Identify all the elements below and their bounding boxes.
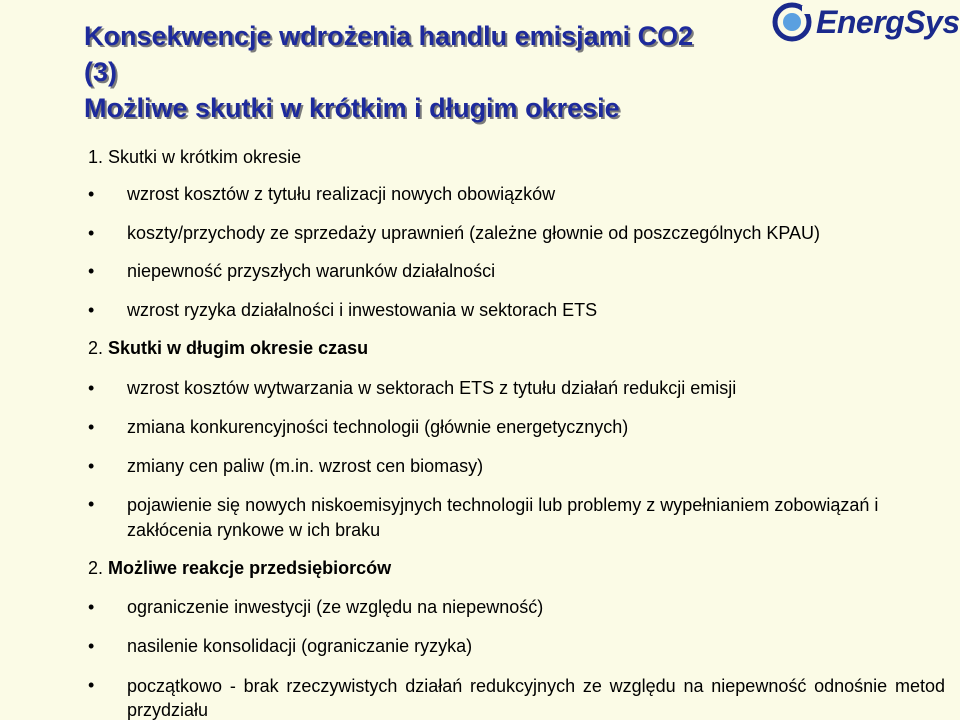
logo-text: EnergSys xyxy=(816,4,960,40)
bullet-icon: • xyxy=(88,636,95,656)
section-1-heading xyxy=(88,146,301,168)
section-heading-text: Możliwe reakcje przedsiębiorców xyxy=(108,558,392,578)
bullet-icon: • xyxy=(88,494,95,514)
energsys-logo xyxy=(772,2,960,42)
list-item: początkowo - brak rzeczywistych działań redukcyjnych ze względu na niepewność odnośnie metod przydziału xyxy=(127,676,945,720)
title-line-1: Konsekwencje wdrożenia handlu emisjami CO2 xyxy=(84,21,694,51)
bullet-icon: • xyxy=(88,456,95,476)
list-item: nasilenie konsolidacji (ograniczanie ryzyka) xyxy=(127,636,473,656)
section-number: 2. xyxy=(88,338,104,358)
list-item: ograniczenie inwestycji (ze względu na niepewność) xyxy=(127,597,544,617)
section-heading-text: Skutki w krótkim okresie xyxy=(108,147,302,167)
list-item: niepewność przyszłych warunków działalności xyxy=(127,261,496,281)
section-2-heading xyxy=(88,337,368,359)
title-line-2: (3) xyxy=(84,57,117,87)
list-item: wzrost kosztów wytwarzania w sektorach ETS z tytułu działań redukcji emisji xyxy=(127,378,737,398)
bullet-icon: • xyxy=(88,300,95,320)
bullet-icon: • xyxy=(88,261,95,281)
list-item: wzrost kosztów z tytułu realizacji nowych obowiązków xyxy=(127,184,556,204)
list-item: pojawienie się nowych niskoemisyjnych technologii lub problemy z wypełnianiem zobowiązań i zakłócenia rynkowe w ich braku xyxy=(127,495,879,540)
bullet-icon: • xyxy=(88,378,95,398)
bullet-icon: • xyxy=(88,184,95,204)
section-3-heading xyxy=(88,557,391,579)
list-item: wzrost ryzyka działalności i inwestowania w sektorach ETS xyxy=(127,300,598,320)
bullet-icon: • xyxy=(88,597,95,617)
section-number: 1. xyxy=(88,147,104,167)
bullet-icon: • xyxy=(88,417,95,437)
slide-title xyxy=(84,18,884,126)
bullet-icon: • xyxy=(88,223,95,243)
list-item: zmiany cen paliw (m.in. wzrost cen biomasy) xyxy=(127,456,484,476)
list-item: zmiana konkurencyjności technologii (głównie energetycznych) xyxy=(127,417,629,437)
list-item: koszty/przychody ze sprzedaży uprawnień (zależne głownie od poszczególnych KPAU) xyxy=(127,223,821,243)
section-heading-text: Skutki w długim okresie czasu xyxy=(108,338,369,358)
section-number: 2. xyxy=(88,558,104,578)
title-line-3: Możliwe skutki w krótkim i długim okresie xyxy=(84,93,620,123)
bullet-icon: • xyxy=(88,675,95,695)
energsys-logo-icon xyxy=(772,2,814,42)
